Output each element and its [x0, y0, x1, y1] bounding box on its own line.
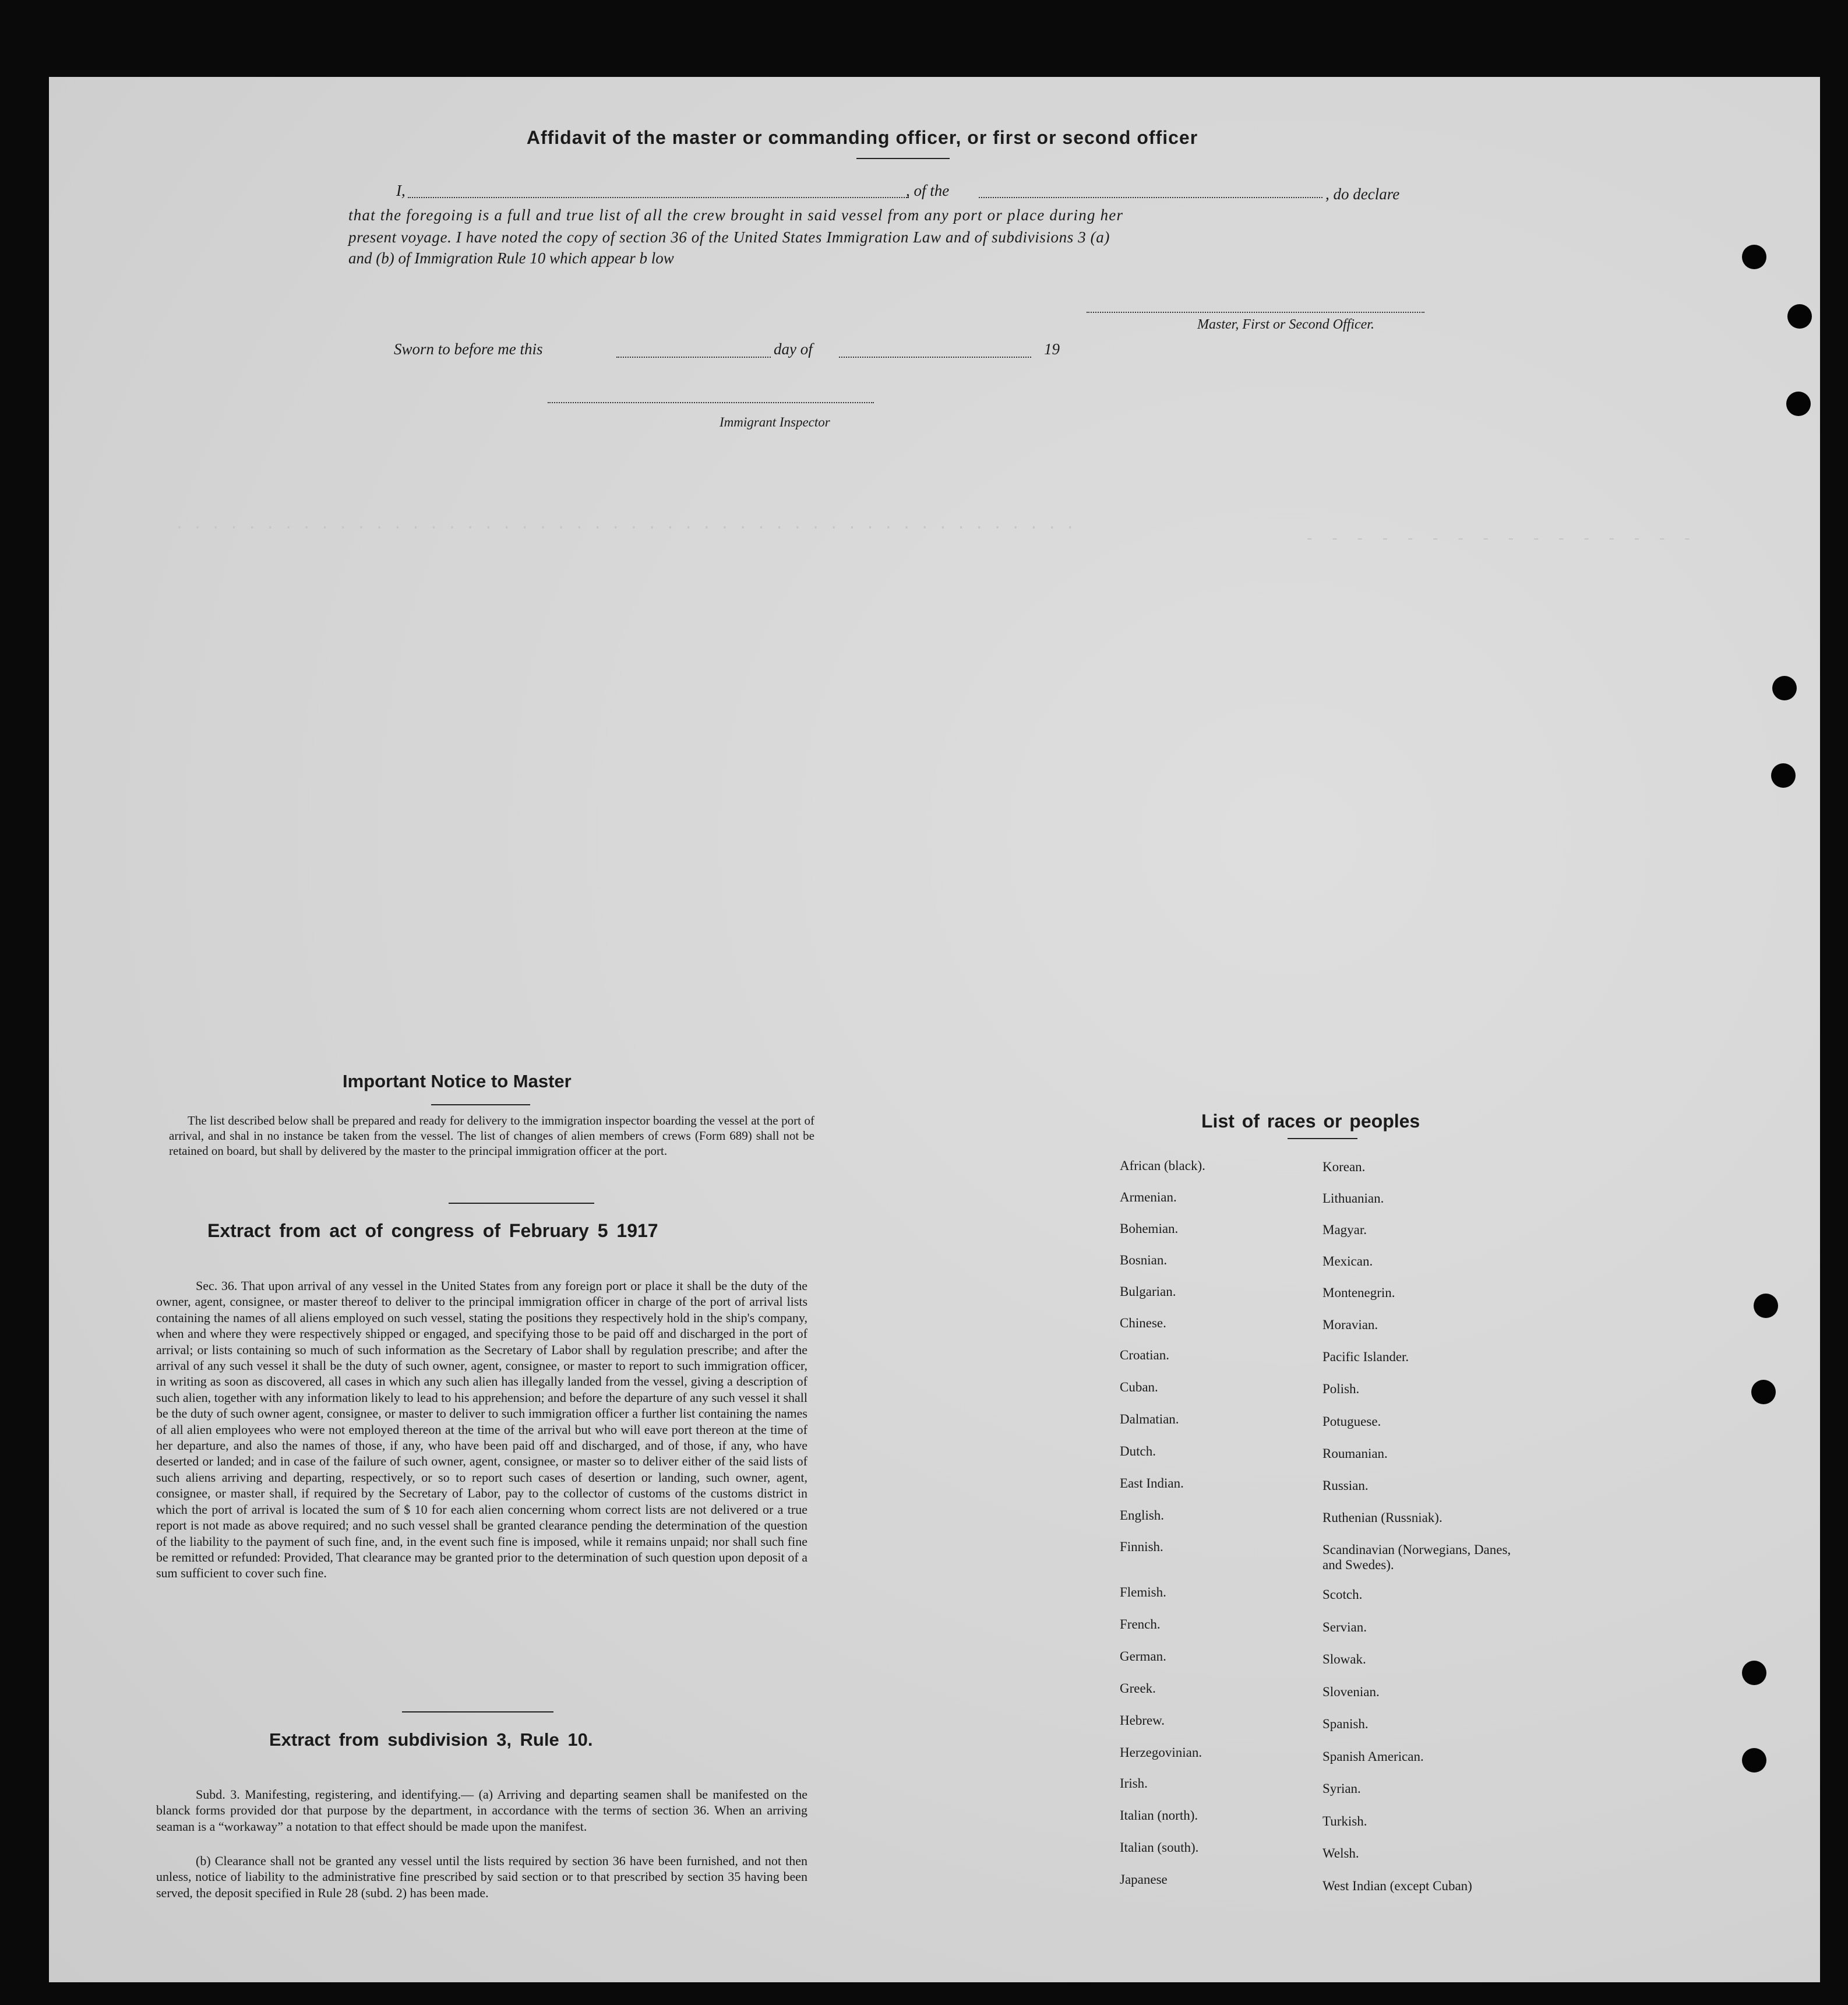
- race-item-left-18: Herzegovinian.: [1120, 1745, 1202, 1760]
- race-item-left-16: Greek.: [1120, 1681, 1156, 1696]
- rule-10-text-a: Subd. 3. Manifesting, registering, and identifying.— (a) Arriving and departing seamen shall be manifested on the blanck forms provided dor that purpose by the department, in accordance with the terms of section 36. When an arriving seaman is a “workaway” a notation to that effect should be made upon the manifest.: [156, 1787, 807, 1834]
- race-item-left-22: Japanese: [1120, 1872, 1168, 1887]
- race-item-left-6: Croatian.: [1120, 1348, 1169, 1362]
- race-item-right-6: Pacific Islander.: [1322, 1349, 1409, 1364]
- race-item-left-9: Dutch.: [1120, 1444, 1156, 1458]
- notice-text: The list described below shall be prepared and ready for delivery to the immigration inspector boarding the vessel at the port of arrival, and shal in no instance be taken from the vessel. The list of changes of alien members of crews (Form 689) shall not be retained on board, but shall by delivered by the master to the principal immigration officer at the port.: [169, 1114, 814, 1158]
- binder-hole: [1787, 304, 1812, 329]
- divider: [449, 1203, 594, 1204]
- manifest-page: [49, 77, 1820, 1982]
- of-the-label: , of the: [906, 182, 950, 199]
- divider: [1288, 1138, 1357, 1139]
- race-item-right-11: Ruthenian (Russniak).: [1322, 1510, 1443, 1525]
- race-item-right-9: Roumanian.: [1322, 1446, 1388, 1461]
- section-36-text: Sec. 36. That upon arrival of any vessel in the United States from any foreign port or place it shall be the duty of the owner, agent, consignee, or master thereof to deliver to the principal immigration officer in charge of the port of arrival lists containing the names of all aliens employed on such vessel, stating the positions they respectively hold in the ship's company, when and where they were respectively shipped or engaged, and specifying those to be paid off and discharged in the port of arrival; or lists containing so much of such information as the Secretary of Labor shall by regulation prescribe; and after the arrival of any such vessel it shall be the duty of such owner, agent, consignee, or master to report to such immigration officer, in writing as soon as discovered, all cases in which any such alien has illegally landed from the vessel, giving a description of such alien, together with any information likely to lead to his apprehension; and before the departure of any such vessel it shall be the duty of such owner agent, consignee, or master to deliver to such immigration officer a further list containing the names of all alien employees who were not employed thereon at the time of the arrival but who will eave port thereon at the time of her departure, and also the names of those, if any, who have been paid off and discharged, and of those, if any, who have deserted or landed; and in case of the failure of such owner, agent, consignee, or master so to deliver either of the said lists of such aliens arriving and departing, respectively, or so to report such cases of desertion or landing, such owner, agent, consignee, or master shall, if required by the Secretary of Labor, pay to the collector of customs of the customs district in which the port of arrival is located the sum of $ 10 for each alien concerning whom correct lists are not delivered or a true report is not made as above required; and no such vessel shall be granted clearance pending the determination of the question of the liability to the payment of such fine, and, in the event such fine is imposed, while it remains unpaid; nor shall such fine be remitted or refunded: Provided, That clearance may be granted prior to the determination of such question upon deposit of a sum sufficient to cover such fine.: [156, 1278, 807, 1581]
- race-item-right-22: West Indian (except Cuban): [1322, 1879, 1472, 1893]
- sworn-month-line[interactable]: [839, 357, 1031, 358]
- divider: [402, 1711, 553, 1712]
- notice-title: Important Notice to Master: [343, 1071, 572, 1091]
- race-item-left-8: Dalmatian.: [1120, 1412, 1179, 1426]
- binder-hole: [1786, 392, 1811, 416]
- race-item-left-4: Bulgarian.: [1120, 1284, 1176, 1299]
- race-item-left-2: Bohemian.: [1120, 1221, 1179, 1236]
- race-item-left-10: East Indian.: [1120, 1476, 1184, 1490]
- name-line[interactable]: [408, 197, 909, 198]
- inspector-signature-line[interactable]: [548, 402, 874, 403]
- race-item-right-21: Welsh.: [1322, 1846, 1359, 1860]
- divider: [431, 1104, 530, 1105]
- race-item-right-10: Russian.: [1322, 1478, 1369, 1493]
- race-item-left-12: Finnish.: [1120, 1539, 1163, 1554]
- affidavit-line-3: and (b) of Immigration Rule 10 which appear b low: [348, 249, 674, 267]
- binder-hole: [1742, 245, 1766, 269]
- race-item-left-20: Italian (north).: [1120, 1808, 1198, 1823]
- affidavit-line-2: present voyage. I have noted the copy of section 36 of the United States Immigration Law and of subdivisions 3 (a): [348, 228, 1110, 246]
- race-item-left-7: Cuban.: [1120, 1380, 1158, 1394]
- sworn-day-line[interactable]: [616, 357, 771, 358]
- race-item-right-13: Scotch.: [1322, 1587, 1363, 1602]
- races-title: List of races or peoples: [1201, 1111, 1420, 1132]
- binder-hole: [1742, 1661, 1766, 1685]
- race-item-left-19: Irish.: [1120, 1776, 1148, 1791]
- race-item-right-20: Turkish.: [1322, 1814, 1367, 1828]
- binder-hole: [1772, 676, 1797, 700]
- race-item-left-1: Armenian.: [1120, 1190, 1177, 1204]
- binder-hole: [1751, 1380, 1776, 1404]
- race-item-right-0: Korean.: [1322, 1160, 1366, 1174]
- affidavit-line-1: that the foregoing is a full and true list of all the crew brought in said vessel from any port or place during her: [348, 206, 1124, 224]
- extract-rule-title: Extract from subdivision 3, Rule 10.: [269, 1729, 593, 1750]
- race-item-right-3: Mexican.: [1322, 1254, 1373, 1268]
- race-item-right-12: Scandinavian (Norwegians, Danes, and Swedes).: [1322, 1542, 1511, 1572]
- race-item-left-5: Chinese.: [1120, 1316, 1166, 1330]
- extract-act-title: Extract from act of congress of February 5 1917: [207, 1220, 658, 1241]
- race-item-right-16: Slovenian.: [1322, 1685, 1380, 1699]
- race-item-right-4: Montenegrin.: [1322, 1285, 1395, 1300]
- vessel-line[interactable]: [979, 197, 1322, 198]
- do-declare-label: , do declare: [1325, 185, 1400, 203]
- race-item-right-1: Lithuanian.: [1322, 1191, 1384, 1206]
- race-item-left-21: Italian (south).: [1120, 1840, 1199, 1855]
- i-label: I,: [396, 182, 405, 199]
- master-signature-label: Master, First or Second Officer.: [1197, 317, 1374, 332]
- divider: [856, 158, 950, 159]
- race-item-left-17: Hebrew.: [1120, 1713, 1165, 1728]
- year-label: 19: [1044, 340, 1060, 358]
- race-item-right-2: Magyar.: [1322, 1222, 1367, 1237]
- sworn-label: Sworn to before me this: [394, 340, 543, 358]
- race-item-right-7: Polish.: [1322, 1382, 1360, 1396]
- affidavit-title: Affidavit of the master or commanding officer, or first or second officer: [526, 127, 1198, 148]
- race-item-right-17: Spanish.: [1322, 1717, 1369, 1731]
- day-of-label: day of: [774, 340, 813, 358]
- race-item-right-15: Slowak.: [1322, 1652, 1366, 1666]
- race-item-right-18: Spanish American.: [1322, 1749, 1424, 1764]
- race-item-left-14: French.: [1120, 1617, 1161, 1632]
- race-item-left-3: Bosnian.: [1120, 1253, 1168, 1267]
- race-item-right-19: Syrian.: [1322, 1781, 1361, 1796]
- rule-10-text-b: (b) Clearance shall not be granted any vessel until the lists required by section 36 have been furnished, and not then unless, notice of liability to the administrative fine prescribed by said section or to that prescribed by section 35 having been served, the deposit specified in Rule 28 (subd. 2) has been made.: [156, 1854, 807, 1900]
- race-item-left-13: Flemish.: [1120, 1585, 1166, 1599]
- race-item-left-0: African (black).: [1120, 1158, 1205, 1173]
- binder-hole: [1754, 1294, 1778, 1318]
- binder-hole: [1742, 1748, 1766, 1773]
- binder-hole: [1771, 763, 1796, 788]
- race-item-right-14: Servian.: [1322, 1620, 1367, 1634]
- race-item-right-8: Potuguese.: [1322, 1414, 1381, 1429]
- race-item-left-15: German.: [1120, 1649, 1166, 1664]
- race-item-left-11: English.: [1120, 1508, 1165, 1523]
- race-item-right-5: Moravian.: [1322, 1317, 1378, 1332]
- master-signature-line[interactable]: [1087, 312, 1424, 313]
- inspector-label: Immigrant Inspector: [720, 415, 830, 429]
